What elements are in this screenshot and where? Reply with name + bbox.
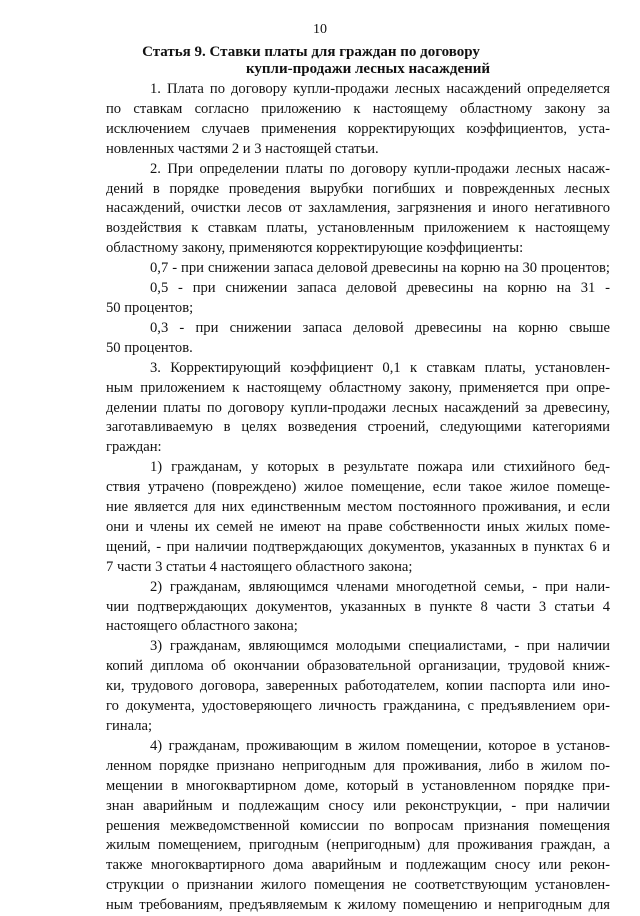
- text-line: струкции о признании жилого помещения не соответствующим установлен-: [106, 877, 610, 894]
- article-title-line-1: Статья 9. Ставки платы для граждан по договору: [142, 44, 480, 60]
- text-line: дений в порядке проведения вырубки погибших и поврежденных лесных: [106, 180, 610, 197]
- text-line: 7 части 3 статьи 4 настоящего областного закона;: [106, 558, 413, 575]
- text-line: знан аварийным и подлежащим сносу или реконструкции, - при наличии: [106, 797, 610, 814]
- page-number: 10: [313, 22, 327, 37]
- text-line: ленном порядке признано непригодным для проживания, либо в жилом по-: [106, 757, 610, 774]
- text-line: го документа, удостоверяющего личность гражданина, с предъявлением ори-: [106, 698, 610, 715]
- article-body: [106, 80, 610, 916]
- text-line: 50 процентов;: [106, 299, 194, 316]
- text-line: гинала;: [106, 718, 153, 734]
- text-line: исключением случаев применения корректирующих коэффициентов, уста-: [106, 120, 610, 137]
- text-line: ние является для них единственным местом постоянного проживания, и если: [106, 499, 610, 516]
- text-line: заготавливаемую в целях возведения строений, следующими категориями: [106, 419, 610, 436]
- text-line: делении платы по договору купли-продажи лесных насаждений за древесину,: [106, 399, 610, 416]
- text-line: 4) гражданам, проживающим в жилом помещении, которое в установ-: [150, 737, 610, 754]
- text-line: граждан:: [106, 439, 162, 456]
- text-line: 50 процентов.: [106, 339, 193, 356]
- text-line: 1) гражданам, у которых в результате пожара или стихийного бед-: [150, 459, 610, 476]
- text-line: 0,5 - при снижении запаса деловой древесины на корню на 31 -: [150, 280, 610, 297]
- text-line: областному закону, применяются корректирующие коэффициенты:: [106, 240, 524, 257]
- text-line: 2. При определении платы по договору купли-продажи лесных насаж-: [150, 160, 610, 177]
- text-line: воздействия к ставкам платы, установленным приложением к настоящему: [106, 220, 610, 237]
- text-line: также многоквартирного дома аварийным и подлежащим сносу или рекон-: [106, 857, 610, 874]
- text-line: ным требованиям, предъявляемым к жилому помещению и непригодным для: [106, 897, 610, 914]
- text-line: 2) гражданам, являющимся членами многодетной семьи, - при нали-: [150, 578, 610, 595]
- text-line: 0,7 - при снижении запаса деловой древесины на корню на 30 процентов;: [150, 260, 610, 277]
- article-title: [0, 44, 640, 78]
- text-line: решения межведомственной комиссии по вопросам признания помещения: [106, 817, 610, 834]
- text-line: копий диплома об окончании образовательной организации, трудовой книж-: [106, 658, 610, 675]
- text-line: 3. Корректирующий коэффициент 0,1 к ставкам платы, установлен-: [150, 359, 610, 376]
- text-line: по ставкам согласно приложению к настоящему областному закону за: [106, 100, 610, 117]
- text-line: 3) гражданам, являющимся молодыми специалистами, - при наличии: [150, 638, 610, 655]
- text-line: щений, - при наличии подтверждающих документов, указанных в пунктах 6 и: [106, 538, 610, 555]
- text-line: чии подтверждающих документов, указанных в пункте 8 части 3 статьи 4: [106, 598, 610, 615]
- text-line: ным приложением к настоящему областному закону, применяется при опре-: [106, 379, 610, 396]
- article-title-line-2: купли-продажи лесных насаждений: [245, 61, 491, 77]
- text-line: они и члены их семей не имеют на праве собственности иных жилых поме-: [106, 518, 610, 535]
- text-line: настоящего областного закона;: [106, 618, 298, 635]
- text-line: жилым помещением, пригодным (непригодным) для проживания граждан, а: [106, 837, 610, 854]
- text-line: насаждений, очистки лесов от захламления, загрязнения и иного негативного: [106, 200, 610, 217]
- text-line: 0,3 - при снижении запаса деловой древесины на корню свыше: [150, 319, 610, 336]
- text-line: новленных частями 2 и 3 настоящей статьи.: [106, 140, 379, 157]
- text-line: ки, трудового договора, заверенных работодателем, копии паспорта или ино-: [106, 678, 610, 695]
- text-line: мещении в многоквартирном доме, который в установленном порядке при-: [106, 777, 610, 794]
- text-line: 1. Плата по договору купли-продажи лесных насаждений определяется: [150, 81, 610, 97]
- text-line: ствия утрачено (повреждено) жилое помещение, если такое жилое помеще-: [106, 479, 610, 496]
